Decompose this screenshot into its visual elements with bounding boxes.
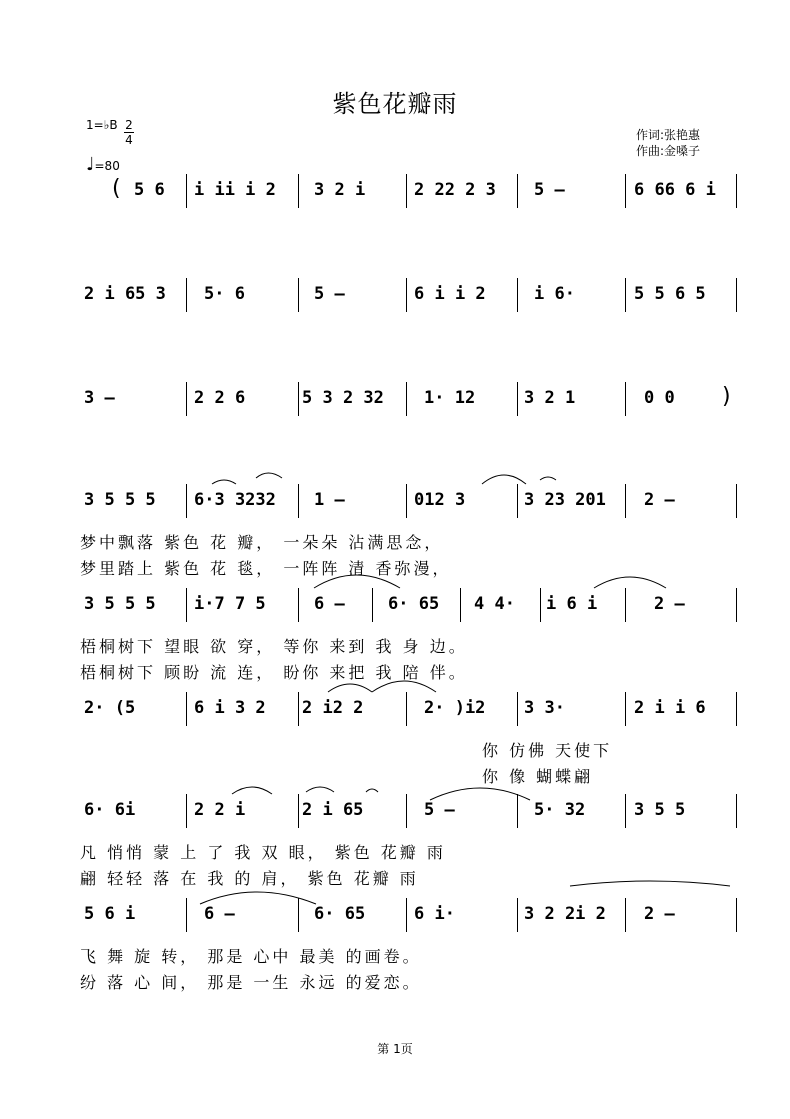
measure: 6 – bbox=[204, 904, 235, 924]
tempo-value: =80 bbox=[94, 159, 120, 173]
measure: 2 i i 6 bbox=[634, 698, 706, 718]
slur-arc bbox=[570, 881, 730, 886]
slur-arc bbox=[594, 577, 666, 588]
measure: 3 3· bbox=[524, 698, 565, 718]
song-title: 紫色花瓣雨 bbox=[332, 90, 458, 118]
measure: 3 5 5 5 bbox=[84, 490, 156, 510]
open-paren: ( bbox=[112, 176, 121, 201]
measure: 5 – bbox=[314, 284, 345, 304]
measure: 6 – bbox=[314, 594, 345, 614]
key-signature-text: 1=♭B bbox=[86, 118, 118, 132]
measure: 2 22 2 3 bbox=[414, 180, 496, 200]
measure: 3 5 5 bbox=[634, 800, 686, 820]
slur-arc bbox=[366, 789, 378, 792]
lyric-verse-1: 你 仿佛 天使下 bbox=[482, 741, 613, 760]
slur-arc bbox=[256, 473, 282, 478]
lyricist: 作词:张艳惠 bbox=[636, 128, 701, 142]
measure: 6 i· bbox=[414, 904, 455, 924]
close-paren: ) bbox=[722, 384, 731, 409]
lyric-verse-1: 飞 舞 旋 转， 那是 心中 最美 的画卷。 bbox=[80, 947, 422, 966]
measure: 1 – bbox=[314, 490, 345, 510]
measure: 2 2 6 bbox=[194, 388, 246, 408]
measure: 2· )i2 bbox=[424, 698, 486, 718]
measure: 6 66 6 i bbox=[634, 180, 716, 200]
slur-arc bbox=[540, 477, 556, 480]
composer: 作曲:金嗓子 bbox=[636, 144, 701, 158]
measure: i 6 i bbox=[546, 594, 598, 614]
quarter-note-icon: ♩ bbox=[86, 154, 95, 175]
lyric-verse-2: 纷 落 心 间， 那是 一生 永远 的爱恋。 bbox=[80, 973, 422, 992]
lyric-verse-2: 梧桐树下 顾盼 流 连， 盼你 来把 我 陪 伴。 bbox=[80, 663, 468, 682]
measure: 2 – bbox=[644, 490, 675, 510]
slur-arc bbox=[482, 475, 526, 484]
measure: 4 4· bbox=[474, 594, 515, 614]
slur-arc bbox=[232, 787, 272, 794]
measure: 6· 6i bbox=[84, 800, 136, 820]
measure: 5 – bbox=[424, 800, 455, 820]
slur-arc bbox=[212, 480, 236, 484]
lyric-verse-2: 梦里踏上 紫色 花 毯， 一阵阵 清 香弥漫， bbox=[80, 559, 452, 578]
measure: 6 i 3 2 bbox=[194, 698, 266, 718]
measure: 1· 12 bbox=[424, 388, 476, 408]
measure: 5· 32 bbox=[534, 800, 586, 820]
measure: 6·3 3232 bbox=[194, 490, 276, 510]
measure: i·7 7 5 bbox=[194, 594, 266, 614]
measure: 3 2 2i 2 bbox=[524, 904, 606, 924]
measure: 3 – bbox=[84, 388, 115, 408]
measure: 2 – bbox=[644, 904, 675, 924]
slur-arc bbox=[314, 575, 400, 588]
measure: 6· 65 bbox=[314, 904, 366, 924]
time-denominator: 4 bbox=[125, 133, 133, 147]
slur-arc bbox=[200, 892, 316, 904]
time-numerator: 2 bbox=[125, 118, 133, 132]
measure: 2 – bbox=[654, 594, 685, 614]
measure: i ii i 2 bbox=[194, 180, 276, 200]
measure: 3 23 201 bbox=[524, 490, 606, 510]
lyric-verse-1: 凡 悄悄 蒙 上 了 我 双 眼， 紫色 花瓣 雨 bbox=[80, 843, 446, 862]
lyric-verse-2: 翩 轻轻 落 在 我 的 肩， 紫色 花瓣 雨 bbox=[80, 869, 419, 888]
measure: 6 i i 2 bbox=[414, 284, 486, 304]
measure: 5 6 bbox=[134, 180, 165, 200]
measure: 6· 65 bbox=[388, 594, 440, 614]
measure: 2 i2 2 bbox=[302, 698, 364, 718]
lyric-verse-1: 梧桐树下 望眼 欲 穿， 等你 来到 我 身 边。 bbox=[80, 637, 468, 656]
measure: 2 i 65 3 bbox=[84, 284, 166, 304]
slur-arc bbox=[372, 681, 436, 692]
measure: i 6· bbox=[534, 284, 575, 304]
slur-arc bbox=[430, 788, 530, 800]
measure: 2 2 i bbox=[194, 800, 246, 820]
lyric-verse-1: 梦中飘落 紫色 花 瓣， 一朵朵 沾满思念， bbox=[80, 533, 444, 552]
measure: 5· 6 bbox=[204, 284, 245, 304]
slur-arc bbox=[306, 787, 334, 792]
measure: 2· (5 bbox=[84, 698, 136, 718]
measure: 3 5 5 5 bbox=[84, 594, 156, 614]
measure: 5 6 i bbox=[84, 904, 136, 924]
lyric-verse-2: 你 像 蝴蝶翩 bbox=[482, 767, 594, 786]
measure: 012 3 bbox=[414, 490, 466, 510]
measure: 5 – bbox=[534, 180, 565, 200]
slur-arc bbox=[328, 684, 372, 692]
measure: 2 i 65 bbox=[302, 800, 364, 820]
measure: 5 5 6 5 bbox=[634, 284, 706, 304]
page-number: 第 1页 bbox=[377, 1042, 413, 1056]
measure: 3 2 1 bbox=[524, 388, 576, 408]
measure: 0 0 bbox=[644, 388, 675, 408]
measure: 3 2 i bbox=[314, 180, 366, 200]
measure: 5 3 2 32 bbox=[302, 388, 384, 408]
